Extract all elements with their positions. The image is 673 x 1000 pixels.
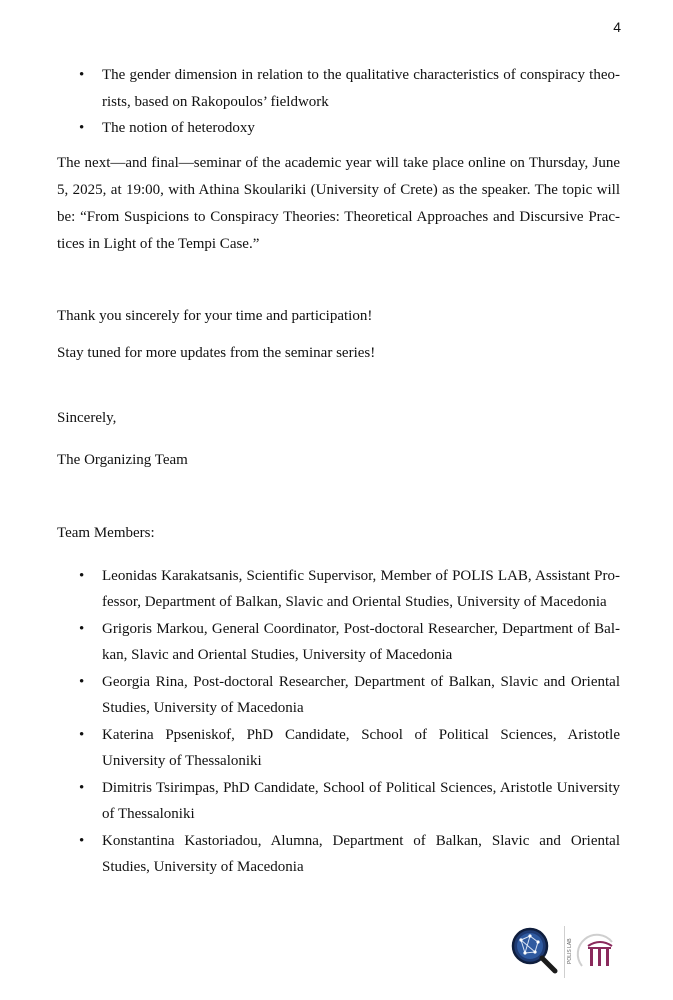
list-item: • The notion of heterodoxy bbox=[57, 115, 620, 142]
list-item: • Dimitris Tsirimpas, PhD Candidate, School of Political Sciences, Aristotle University of Thessaloniki bbox=[57, 775, 620, 828]
topics-list bbox=[57, 62, 620, 142]
list-item: • Leonidas Karakatsanis, Scientific Supervisor, Member of POLIS LAB, Assistant Pro-fessor, Department of Balkan, Slavic and Oriental Studies, University of Macedonia bbox=[57, 563, 620, 616]
team-members-list bbox=[57, 563, 620, 881]
logo-divider bbox=[564, 926, 565, 978]
list-item: • Georgia Rina, Post-doctoral Researcher, Department of Balkan, Slavic and Oriental Studies, University of Macedonia bbox=[57, 669, 620, 722]
list-item: • Konstantina Kastoriadou, Alumna, Department of Balkan, Slavic and Oriental Studies, University of Macedonia bbox=[57, 828, 620, 881]
list-item: • The gender dimension in relation to the qualitative characteristics of conspiracy theo-rists, based on Rakopoulos’ fieldwork bbox=[57, 62, 620, 115]
closing-line: Sincerely, bbox=[57, 409, 117, 426]
next-seminar-paragraph: The next—and final—seminar of the academic year will take place online on Thursday, June 5, 2025, at 19:00, with Athina Skoulariki (University of Crete) as the speaker. The topic will be: “From Suspicions to Conspiracy Theories: Theoretical Approaches and Discursive Prac-tices in Light of the Tempi Case.” bbox=[57, 154, 620, 252]
signature-line: The Organizing Team bbox=[57, 451, 188, 468]
document-body bbox=[57, 62, 620, 881]
page-number: 4 bbox=[613, 19, 621, 35]
list-item: • Grigoris Markou, General Coordinator, Post-doctoral Researcher, Department of Bal-kan, Slavic and Oriental Studies, University of Macedonia bbox=[57, 616, 620, 669]
polis-lab-logo-text: POLIS LAB bbox=[567, 938, 573, 964]
team-members-heading: Team Members: bbox=[57, 524, 155, 541]
list-item: • Katerina Ppseniskof, PhD Candidate, School of Political Sciences, Aristotle University of Thessaloniki bbox=[57, 722, 620, 775]
stay-tuned-line: Stay tuned for more updates from the seminar series! bbox=[57, 344, 376, 361]
magnifier-network-logo-icon bbox=[508, 924, 560, 976]
footer-logos bbox=[508, 924, 620, 980]
polis-lab-logo-icon bbox=[568, 928, 620, 976]
thanks-line: Thank you sincerely for your time and participation! bbox=[57, 307, 373, 324]
